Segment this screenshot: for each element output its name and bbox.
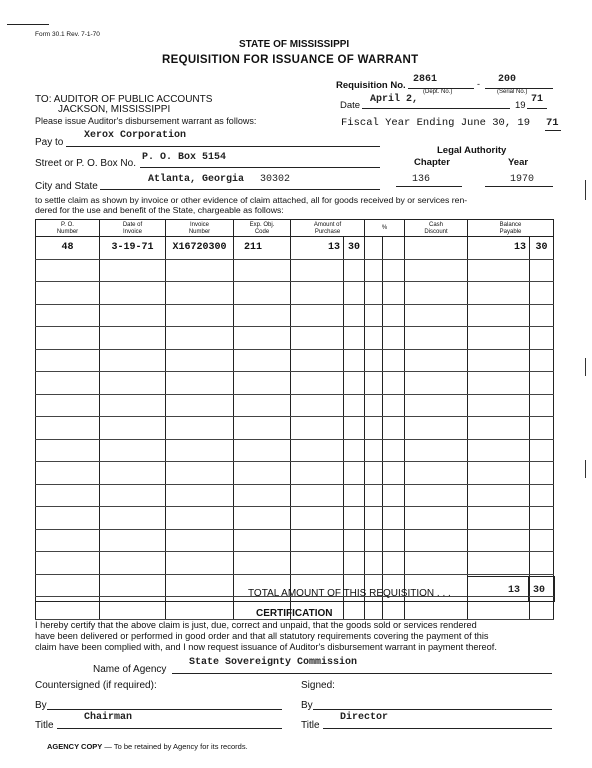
empty-cell — [405, 417, 468, 440]
table-row — [36, 259, 554, 282]
empty-cell — [166, 462, 234, 485]
empty-cell — [100, 574, 166, 597]
empty-cell — [383, 259, 405, 282]
empty-cell — [291, 327, 344, 350]
table-row — [36, 462, 554, 485]
empty-cell — [166, 507, 234, 530]
edge-mark — [585, 358, 592, 376]
empty-cell — [383, 282, 405, 305]
empty-cell — [365, 552, 383, 575]
empty-cell — [530, 484, 554, 507]
empty-cell — [344, 259, 365, 282]
empty-cell — [365, 327, 383, 350]
certification-heading: CERTIFICATION — [256, 608, 333, 619]
empty-cell — [405, 304, 468, 327]
empty-cell — [166, 304, 234, 327]
header-date: Date of Invoice — [100, 220, 166, 237]
right-title-label: Title — [301, 720, 320, 731]
empty-cell — [234, 529, 291, 552]
total-divider — [528, 576, 529, 601]
empty-cell — [383, 529, 405, 552]
date-year-prefix: 19 — [515, 100, 526, 111]
empty-cell — [291, 462, 344, 485]
po-number: 48 — [36, 237, 100, 260]
empty-cell — [530, 394, 554, 417]
empty-cell — [405, 282, 468, 305]
empty-cell — [291, 259, 344, 282]
empty-cell — [166, 394, 234, 417]
certification-line-1: I hereby certify that the above claim is just, due, correct and unpaid, that the goods sold or services rendered — [35, 620, 477, 630]
year-label: Year — [508, 157, 529, 168]
header-po: P. O. Number — [36, 220, 100, 237]
empty-cell — [344, 597, 365, 620]
empty-cell — [344, 439, 365, 462]
discount-cell — [405, 237, 468, 260]
empty-cell — [234, 417, 291, 440]
empty-cell — [234, 552, 291, 575]
empty-cell — [344, 462, 365, 485]
empty-cell — [468, 462, 530, 485]
empty-cell — [344, 552, 365, 575]
empty-cell — [100, 597, 166, 620]
footer-bold: AGENCY COPY — [47, 742, 103, 751]
countersigned-label: Countersigned (if required): — [35, 680, 157, 691]
empty-cell — [383, 507, 405, 530]
percent-cell — [383, 237, 405, 260]
empty-cell — [365, 529, 383, 552]
dept-number: 2861 — [413, 74, 438, 85]
to-line-2: JACKSON, MISSISSIPPI — [58, 104, 171, 115]
empty-cell — [36, 417, 100, 440]
empty-cell — [234, 327, 291, 350]
empty-cell — [468, 552, 530, 575]
empty-cell — [344, 394, 365, 417]
claim-table — [35, 219, 554, 620]
empty-cell — [36, 282, 100, 305]
empty-cell — [234, 439, 291, 462]
empty-cell — [166, 484, 234, 507]
city-value: Atlanta, Georgia — [148, 174, 245, 185]
empty-cell — [344, 529, 365, 552]
footer-note — [47, 742, 248, 751]
to-line-3: Please issue Auditor's disbursement warrant as follows: — [35, 116, 257, 126]
right-title-value: Director — [340, 712, 389, 723]
empty-cell — [344, 484, 365, 507]
table-row — [36, 552, 554, 575]
empty-cell — [530, 304, 554, 327]
empty-cell — [530, 462, 554, 485]
empty-cell — [234, 394, 291, 417]
table-row — [36, 484, 554, 507]
empty-cell — [468, 439, 530, 462]
settle-text-1: to settle claim as shown by invoice or other evidence of claim attached, all for goods received by or services ren- — [35, 195, 468, 205]
invoice-date: 3-19-71 — [100, 237, 166, 260]
empty-cell — [468, 304, 530, 327]
empty-cell — [365, 484, 383, 507]
empty-cell — [166, 552, 234, 575]
percent-cell — [365, 237, 383, 260]
balance-dollars: 13 — [468, 237, 530, 260]
empty-cell — [100, 259, 166, 282]
empty-cell — [468, 349, 530, 372]
empty-cell — [100, 327, 166, 350]
empty-cell — [234, 259, 291, 282]
fiscal-year-label: Fiscal Year Ending June 30, 19 — [341, 117, 531, 129]
header-percent: % — [365, 220, 405, 237]
header-balance: Balance Payable — [468, 220, 554, 237]
empty-cell — [365, 282, 383, 305]
footer-text: — To be retained by Agency for its records. — [102, 742, 248, 751]
empty-cell — [383, 597, 405, 620]
empty-cell — [530, 507, 554, 530]
left-by-label: By — [35, 700, 47, 711]
agency-label: Name of Agency — [93, 664, 167, 675]
empty-cell — [405, 529, 468, 552]
serial-number: 200 — [498, 74, 517, 85]
serial-no-caption: (Serial No.) — [497, 89, 528, 95]
certification-line-2: have been delivered or performed in good order and that all statutory requirements covering the payment of this — [35, 631, 489, 641]
empty-cell — [291, 439, 344, 462]
empty-cell — [405, 439, 468, 462]
empty-cell — [291, 484, 344, 507]
empty-cell — [405, 327, 468, 350]
chapter-value: 136 — [412, 174, 431, 185]
table-row — [36, 417, 554, 440]
empty-cell — [100, 552, 166, 575]
empty-cell — [36, 484, 100, 507]
empty-cell — [468, 259, 530, 282]
empty-cell — [344, 372, 365, 395]
empty-cell — [344, 349, 365, 372]
empty-cell — [405, 259, 468, 282]
empty-cell — [405, 597, 468, 620]
empty-cell — [468, 529, 530, 552]
empty-cell — [530, 327, 554, 350]
empty-cell — [365, 439, 383, 462]
header-invoice: Invoice Number — [166, 220, 234, 237]
edge-mark — [585, 180, 592, 200]
table-row — [36, 507, 554, 530]
date-value: April 2, — [370, 94, 419, 105]
empty-cell — [291, 417, 344, 440]
fiscal-year-value: 71 — [546, 117, 559, 129]
empty-cell — [291, 372, 344, 395]
empty-cell — [234, 304, 291, 327]
right-by-label: By — [301, 700, 313, 711]
left-title-label: Title — [35, 720, 54, 731]
empty-cell — [405, 507, 468, 530]
dept-no-caption: (Dept. No.) — [423, 89, 453, 95]
empty-cell — [383, 484, 405, 507]
pay-to-value: Xerox Corporation — [84, 130, 187, 141]
table-row — [36, 237, 554, 260]
empty-cell — [530, 259, 554, 282]
empty-cell — [36, 394, 100, 417]
empty-cell — [468, 394, 530, 417]
empty-cell — [100, 372, 166, 395]
empty-cell — [166, 349, 234, 372]
empty-cell — [405, 349, 468, 372]
empty-cell — [100, 417, 166, 440]
empty-cell — [383, 439, 405, 462]
empty-cell — [100, 304, 166, 327]
empty-cell — [100, 529, 166, 552]
empty-cell — [100, 462, 166, 485]
street-label: Street or P. O. Box No. — [35, 158, 136, 169]
legal-authority-heading: Legal Authority — [437, 145, 507, 156]
empty-cell — [100, 439, 166, 462]
date-label: Date — [340, 100, 361, 111]
empty-cell — [365, 259, 383, 282]
invoice-number: X16720300 — [166, 237, 234, 260]
certification-line-3: claim have been complied with, and I now request issuance of Auditor's disbursement warrant in payment thereof. — [35, 642, 497, 652]
empty-cell — [291, 304, 344, 327]
empty-cell — [383, 417, 405, 440]
state-heading: STATE OF MISSISSIPPI — [239, 39, 350, 50]
empty-cell — [166, 417, 234, 440]
empty-cell — [530, 349, 554, 372]
street-value: P. O. Box 5154 — [142, 152, 227, 163]
empty-cell — [166, 439, 234, 462]
empty-cell — [166, 529, 234, 552]
empty-cell — [291, 282, 344, 305]
empty-cell — [100, 484, 166, 507]
empty-cell — [36, 462, 100, 485]
page-title: REQUISITION FOR ISSUANCE OF WARRANT — [162, 54, 419, 66]
empty-cell — [234, 507, 291, 530]
empty-cell — [344, 282, 365, 305]
empty-cell — [36, 529, 100, 552]
header-exp-code: Exp. Obj. Code — [234, 220, 291, 237]
empty-cell — [383, 349, 405, 372]
empty-cell — [530, 282, 554, 305]
empty-cell — [365, 597, 383, 620]
empty-cell — [36, 327, 100, 350]
empty-cell — [234, 349, 291, 372]
empty-cell — [36, 439, 100, 462]
table-row — [36, 394, 554, 417]
empty-cell — [365, 394, 383, 417]
empty-cell — [530, 417, 554, 440]
empty-cell — [166, 574, 234, 597]
empty-cell — [36, 349, 100, 372]
to-line-1: TO: AUDITOR OF PUBLIC ACCOUNTS — [35, 94, 213, 105]
empty-cell — [365, 304, 383, 327]
empty-cell — [383, 552, 405, 575]
table-row — [36, 282, 554, 305]
empty-cell — [36, 552, 100, 575]
city-label: City and State — [35, 181, 98, 192]
empty-cell — [166, 282, 234, 305]
empty-cell — [530, 529, 554, 552]
empty-cell — [291, 552, 344, 575]
empty-cell — [291, 349, 344, 372]
signed-label: Signed: — [301, 680, 335, 691]
empty-cell — [291, 529, 344, 552]
date-year-value: 71 — [531, 94, 544, 105]
empty-cell — [344, 507, 365, 530]
empty-cell — [100, 507, 166, 530]
total-cents: 30 — [533, 585, 546, 596]
zip-value: 30302 — [260, 174, 291, 185]
chapter-label: Chapter — [414, 157, 450, 168]
empty-cell — [405, 372, 468, 395]
empty-cell — [468, 372, 530, 395]
empty-cell — [291, 507, 344, 530]
empty-cell — [234, 484, 291, 507]
balance-cents: 30 — [530, 237, 554, 260]
header-cash-discount: Cash Discount — [405, 220, 468, 237]
empty-cell — [405, 462, 468, 485]
empty-cell — [365, 507, 383, 530]
empty-cell — [291, 394, 344, 417]
exp-code: 211 — [234, 237, 291, 260]
form-number: Form 30.1 Rev. 7-1-70 — [35, 31, 100, 38]
year-value: 1970 — [510, 174, 535, 185]
header-amount: Amount of Purchase — [291, 220, 365, 237]
empty-cell — [383, 394, 405, 417]
empty-cell — [36, 259, 100, 282]
table-row — [36, 372, 554, 395]
settle-text-2: dered for the use and benefit of the State, chargeable as follows: — [35, 205, 284, 215]
dash: - — [477, 79, 480, 89]
empty-cell — [344, 304, 365, 327]
empty-cell — [234, 372, 291, 395]
empty-cell — [468, 507, 530, 530]
table-row — [36, 304, 554, 327]
empty-cell — [405, 394, 468, 417]
empty-cell — [166, 327, 234, 350]
empty-cell — [344, 327, 365, 350]
empty-cell — [468, 484, 530, 507]
left-title-value: Chairman — [84, 712, 133, 723]
agency-value: State Sovereignty Commission — [189, 657, 358, 668]
empty-cell — [530, 372, 554, 395]
empty-cell — [530, 439, 554, 462]
empty-cell — [468, 417, 530, 440]
empty-cell — [166, 259, 234, 282]
empty-cell — [405, 484, 468, 507]
empty-cell — [36, 597, 100, 620]
empty-cell — [100, 349, 166, 372]
empty-cell — [468, 327, 530, 350]
edge-mark — [585, 460, 592, 478]
total-dollars: 13 — [508, 585, 521, 596]
empty-cell — [365, 462, 383, 485]
empty-cell — [36, 372, 100, 395]
empty-cell — [234, 462, 291, 485]
empty-cell — [166, 372, 234, 395]
table-row — [36, 327, 554, 350]
empty-cell — [530, 552, 554, 575]
table-row — [36, 439, 554, 462]
empty-cell — [36, 574, 100, 597]
empty-cell — [383, 327, 405, 350]
empty-cell — [100, 282, 166, 305]
empty-cell — [365, 417, 383, 440]
amount-dollars: 13 — [291, 237, 344, 260]
total-label: TOTAL AMOUNT OF THIS REQUISITION . . . — [248, 588, 451, 599]
pay-to-label: Pay to — [35, 137, 64, 148]
empty-cell — [36, 507, 100, 530]
table-row — [36, 529, 554, 552]
empty-cell — [100, 394, 166, 417]
empty-cell — [166, 597, 234, 620]
empty-cell — [405, 552, 468, 575]
empty-cell — [36, 304, 100, 327]
requisition-label: Requisition No. — [336, 80, 406, 91]
empty-cell — [383, 372, 405, 395]
empty-cell — [383, 462, 405, 485]
empty-cell — [234, 282, 291, 305]
empty-cell — [365, 349, 383, 372]
empty-cell — [383, 304, 405, 327]
table-row — [36, 349, 554, 372]
empty-cell — [468, 282, 530, 305]
empty-cell — [344, 417, 365, 440]
empty-cell — [365, 372, 383, 395]
amount-cents: 30 — [344, 237, 365, 260]
